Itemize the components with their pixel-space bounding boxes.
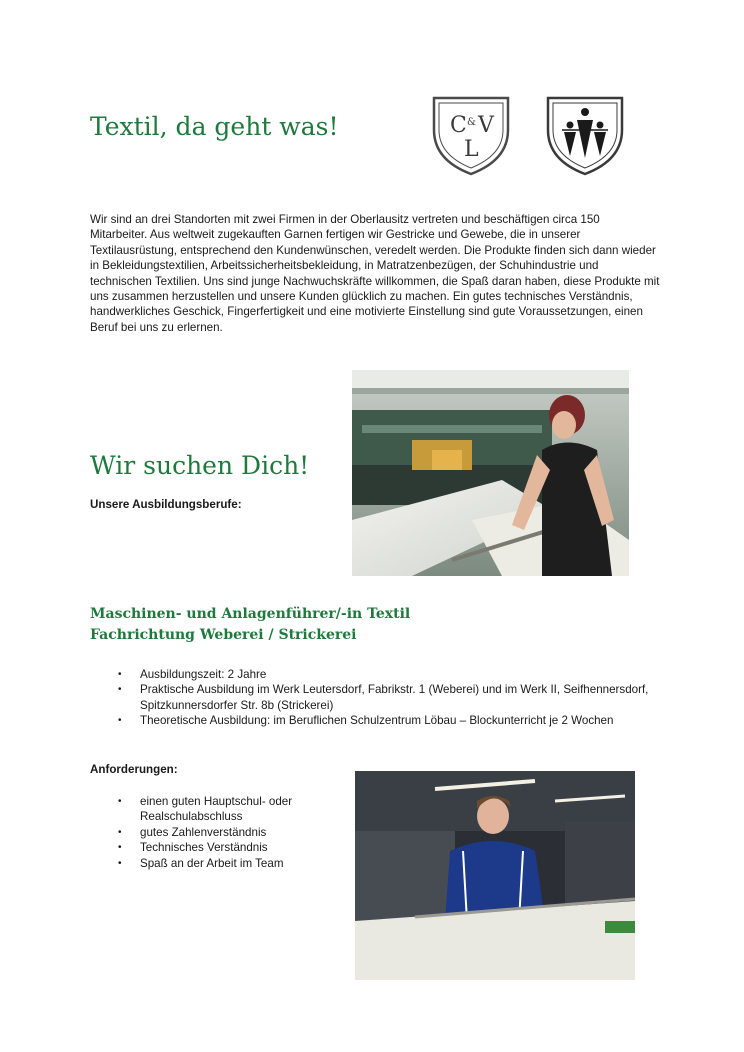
requirements-heading: Anforderungen: xyxy=(90,763,178,776)
bullet-icon: • xyxy=(118,715,122,727)
weaving-machine-photo-icon xyxy=(352,370,629,576)
section-title: Wir suchen Dich! xyxy=(90,451,310,480)
bullet-icon: • xyxy=(118,796,122,807)
logo-letter-l: L xyxy=(464,137,479,162)
intro-text: Wir sind an drei Standorten mit zwei Firmen in der Oberlausitz vertreten und beschäftigen circa 150 Mitarbeiter. Aus weltweit zugekauften Garnen fertigen wir Gestricke und Gewebe, die in unserer Textilausrüstung, entsprechend den Kundenwünschen, veredelt werden. Die Produkte finden sich dann wieder in Bekleidungstextilien, Arbeitssicherheitsbekleidung, in Matratzenbezügen, der Schuhindustrie und technischen Textilien. Uns sind junge Nachwuchskräfte willkommen, die Spaß daran haben, diese Produkte mit uns zusammen herzustellen und unsere Kunden glücklich zu machen. Ein gutes technisches Verständnis, handwerkliches Geschick, Fingerfertigkeit und eine motivierte Einstellung sind gute Voraussetzungen, einen Beruf bei uns zu erlernen. xyxy=(90,213,660,334)
list-item: • Technisches Verständnis xyxy=(118,841,268,855)
logo-letter-amp: & xyxy=(467,117,476,128)
list-item: • Spaß an der Arbeit im Team xyxy=(118,856,284,870)
textile-worker-photo-icon xyxy=(355,771,635,980)
list-item: • Praktische Ausbildung im Werk Leutersdorf, Fabrikstr. 1 (Weberei) und im Werk II, Seifhennersdorf, Spitzkunnersdorfer Str. 8b (Strickerei) xyxy=(118,683,649,712)
logo-letter-v: V xyxy=(478,113,494,138)
section-subheading: Unsere Ausbildungsberufe: xyxy=(90,498,242,511)
list-item: • einen guten Hauptschul- oder Realschulabschluss xyxy=(118,795,293,824)
bullet-icon: • xyxy=(118,826,122,838)
job-subtitle: Fachrichtung Weberei / Strickerei xyxy=(90,627,357,643)
bullet-icon: • xyxy=(118,842,122,854)
list-item: • gutes Zahlenverständnis xyxy=(118,825,267,839)
bullet-icon: • xyxy=(118,684,122,696)
job-details-list xyxy=(98,667,658,729)
bullet-icon: • xyxy=(118,857,122,869)
intro-paragraph xyxy=(90,212,660,335)
job-title: Maschinen- und Anlagenführer/-in Textil xyxy=(90,606,411,622)
requirements-list xyxy=(98,794,338,871)
cvl-logo xyxy=(428,90,514,176)
page-title: Textil, da geht was! xyxy=(90,112,339,141)
list-item: • Theoretische Ausbildung: im Beruflichen Schulzentrum Löbau – Blockunterricht je 2 Wochen xyxy=(118,714,614,728)
logo-letter-c: C xyxy=(450,113,467,138)
weaver-figures-icon xyxy=(542,90,628,176)
bullet-icon: • xyxy=(118,669,122,680)
list-item: • Ausbildungszeit: 2 Jahre xyxy=(118,668,267,681)
